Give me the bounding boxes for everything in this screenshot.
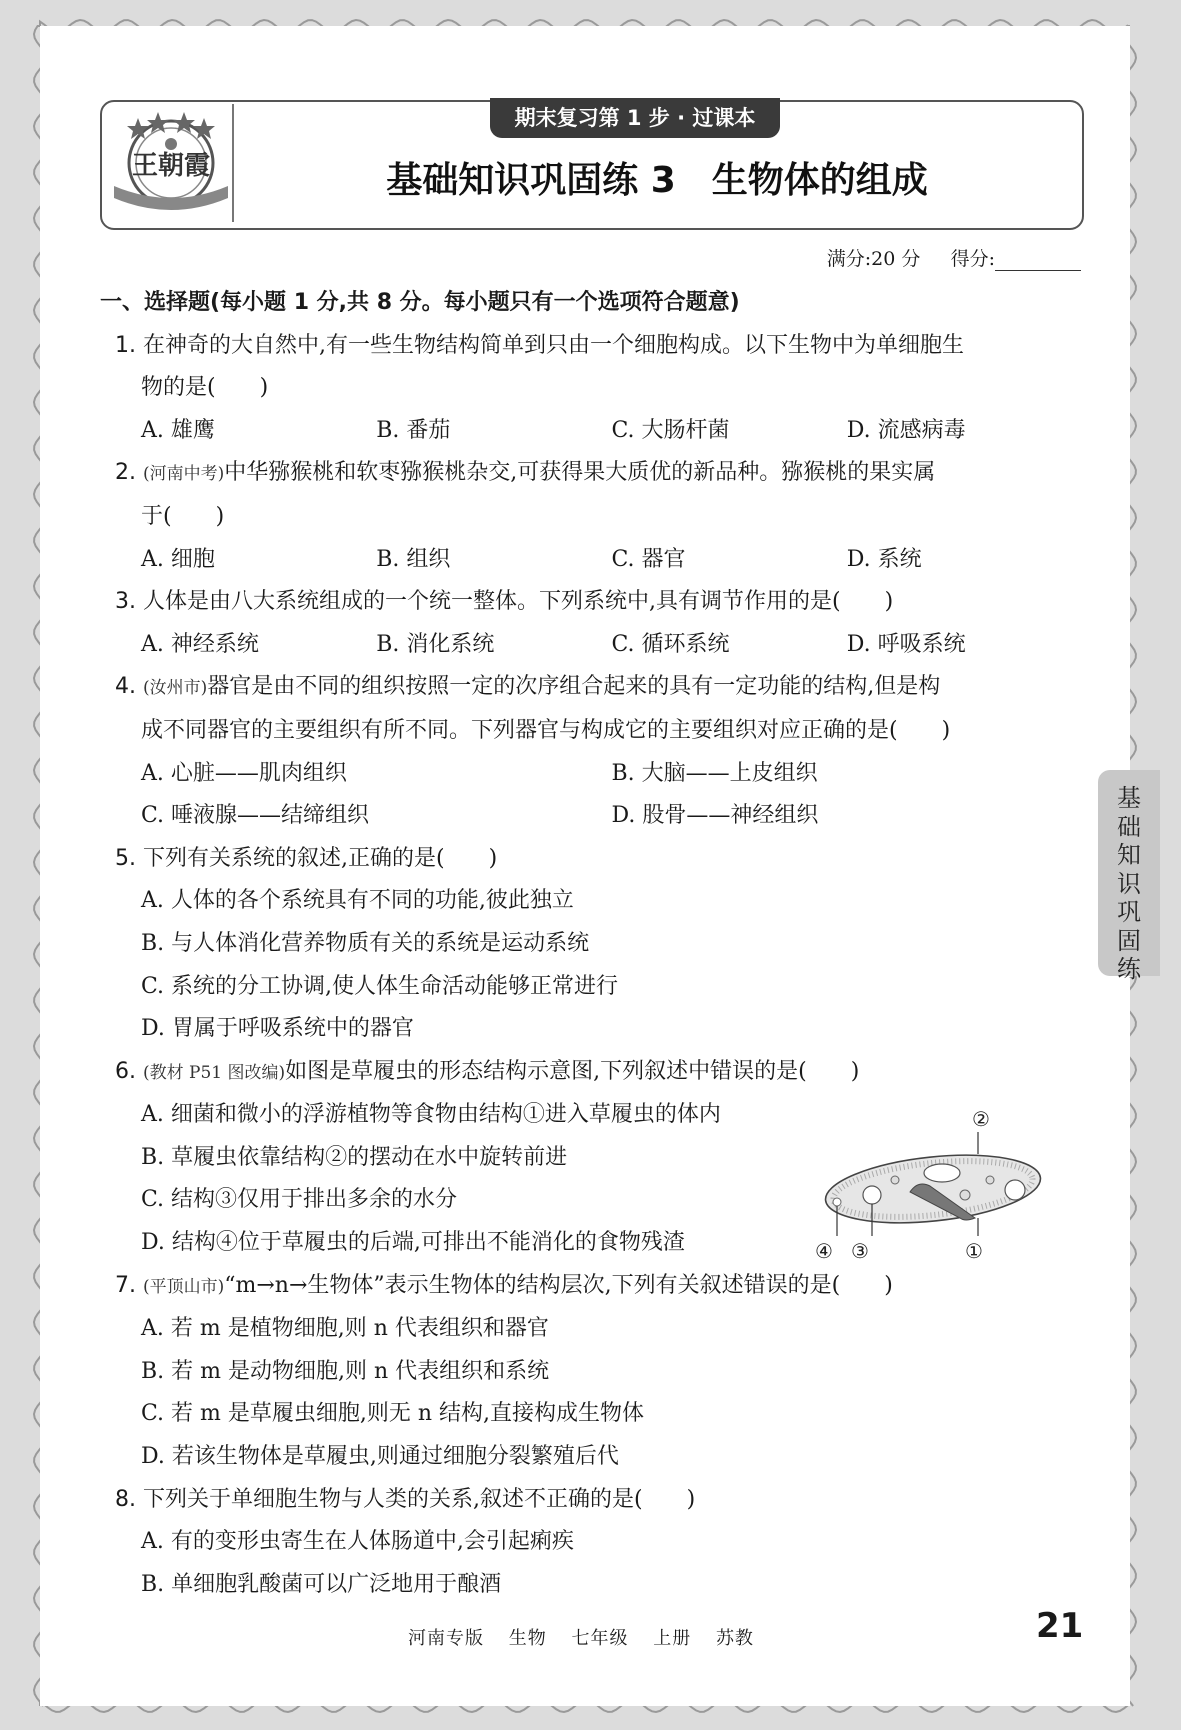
option-d: D. 股骨——神经组织 [611,803,819,829]
question-text: “m→n→生物体”表示生物体的结构层次,下列有关叙述错误的是( ) [224,1272,893,1298]
question-text-cont: 物的是( ) [141,375,269,401]
option-d: D. 若该生物体是草履虫,则通过细胞分裂繁殖后代 [141,1444,619,1470]
option-d: D. 胃属于呼吸系统中的器官 [141,1016,414,1042]
side-tab-char: 础 [1117,812,1141,841]
publisher-logo [108,106,234,220]
option-c: C. 器官 [611,546,686,572]
question-2 [100,452,1082,581]
question-number: 5. [115,845,136,871]
option-a: A. 若 m 是植物细胞,则 n 代表组织和器官 [141,1316,549,1342]
footer-subject: 生物 [508,1628,547,1649]
page-number: 21 [1036,1606,1084,1646]
side-tab-char: 基 [1117,784,1141,812]
question-number: 1. [115,332,136,358]
side-tab-char: 固 [1117,926,1141,955]
question-text: 下列有关系统的叙述,正确的是( ) [143,845,498,871]
question-text-cont: 于( ) [141,503,225,529]
question-number: 8. [115,1486,136,1512]
full-score-label: 满分:20 分 [826,248,921,270]
side-tab-char: 巩 [1117,898,1141,926]
logo-text: 王朝霞 [131,151,211,181]
question-text: 器官是由不同的组织按照一定的次序组合起来的具有一定功能的结构,但是构 [207,674,941,700]
figure-label-2: ② [972,1107,990,1131]
option-a: A. 人体的各个系统具有不同的功能,彼此独立 [141,888,574,914]
side-tab[interactable] [1098,770,1160,983]
option-a: A. 有的变形虫寄生在人体肠道中,会引起痢疾 [141,1529,574,1555]
paramecium-figure [815,1100,1055,1260]
option-a: A. 雄鹰 [141,417,215,443]
option-b: B. 大脑——上皮组织 [611,760,818,786]
question-number: 7. [115,1272,136,1298]
question-text: 如图是草履虫的形态结构示意图,下列叙述中错误的是( ) [285,1058,860,1084]
option-d: D. 呼吸系统 [846,631,966,657]
question-number: 2. [115,460,136,486]
option-c: C. 若 m 是草履虫细胞,则无 n 结构,直接构成生物体 [141,1401,645,1427]
option-c: C. 循环系统 [611,631,730,657]
question-text: 人体是由八大系统组成的一个统一整体。下列系统中,具有调节作用的是( ) [143,589,894,615]
footer-volume: 上册 [653,1628,692,1649]
option-a: A. 神经系统 [141,631,259,657]
option-b: B. 若 m 是动物细胞,则 n 代表组织和系统 [141,1358,550,1384]
option-d: D. 系统 [846,546,922,572]
option-a: A. 细胞 [141,546,215,572]
side-tab-char: 练 [1117,955,1141,983]
question-source: (河南中考) [143,464,225,485]
question-text: 在神奇的大自然中,有一些生物结构简单到只由一个细胞构成。以下生物中为单细胞生 [143,332,964,358]
question-number: 3. [115,589,136,615]
question-5 [100,838,1082,1051]
option-c: C. 唾液腺——结缔组织 [141,803,370,829]
score-label: 得分: [950,248,995,270]
question-3 [100,581,1082,666]
option-d: D. 结构④位于草履虫的后端,可排出不能消化的食物残渣 [141,1230,685,1256]
question-source: (汝州市) [143,678,208,699]
option-b: B. 组织 [376,546,451,572]
score-line [827,244,1081,271]
question-1 [100,325,1082,453]
question-4 [100,666,1082,837]
footer [408,1624,772,1650]
figure-label-3: ③ [851,1239,869,1260]
option-c: C. 结构③仅用于排出多余的水分 [141,1187,458,1213]
footer-grade: 七年级 [571,1628,629,1649]
option-c: C. 系统的分工协调,使人体生命活动能够正常进行 [141,973,619,999]
page-title: 基础知识巩固练 3 生物体的组成 [386,160,928,201]
question-8 [100,1479,1082,1607]
question-source: (平顶山市) [143,1276,225,1297]
option-a: A. 细菌和微小的浮游植物等食物由结构①进入草履虫的体内 [141,1102,721,1128]
question-7 [100,1265,1082,1479]
question-text: 下列关于单细胞生物与人类的关系,叙述不正确的是( ) [143,1486,696,1512]
option-b: B. 单细胞乳酸菌可以广泛地用于酿酒 [141,1571,502,1597]
option-b: B. 与人体消化营养物质有关的系统是运动系统 [141,930,590,956]
option-b: B. 草履虫依靠结构②的摆动在水中旋转前进 [141,1144,568,1170]
option-a: A. 心脏——肌肉组织 [141,760,347,786]
footer-publisher: 苏教 [715,1628,754,1649]
question-content [100,282,1082,1606]
option-c: C. 大肠杆菌 [611,417,730,443]
side-tab-char: 知 [1117,841,1141,869]
question-text-cont: 成不同器官的主要组织有所不同。下列器官与构成它的主要组织对应正确的是( ) [141,717,951,743]
question-number: 6. [115,1058,136,1084]
question-text: 中华猕猴桃和软枣猕猴桃杂交,可获得果大质优的新品种。猕猴桃的果实属 [224,460,936,486]
option-b: B. 消化系统 [376,631,495,657]
section-heading: 一、选择题(每小题 1 分,共 8 分。每小题只有一个选项符合题意) [100,290,740,315]
figure-label-4: ④ [815,1239,833,1260]
question-number: 4. [115,674,136,700]
figure-label-1: ① [965,1239,983,1260]
option-d: D. 流感病毒 [846,417,966,443]
footer-edition: 河南专版 [408,1628,484,1649]
score-blank-field[interactable] [995,250,1081,271]
side-tab-char: 识 [1117,869,1141,898]
step-tab: 期末复习第 1 步 · 过课本 [490,98,780,138]
option-b: B. 番茄 [376,417,451,443]
question-source: (教材 P51 图改编) [143,1062,286,1083]
